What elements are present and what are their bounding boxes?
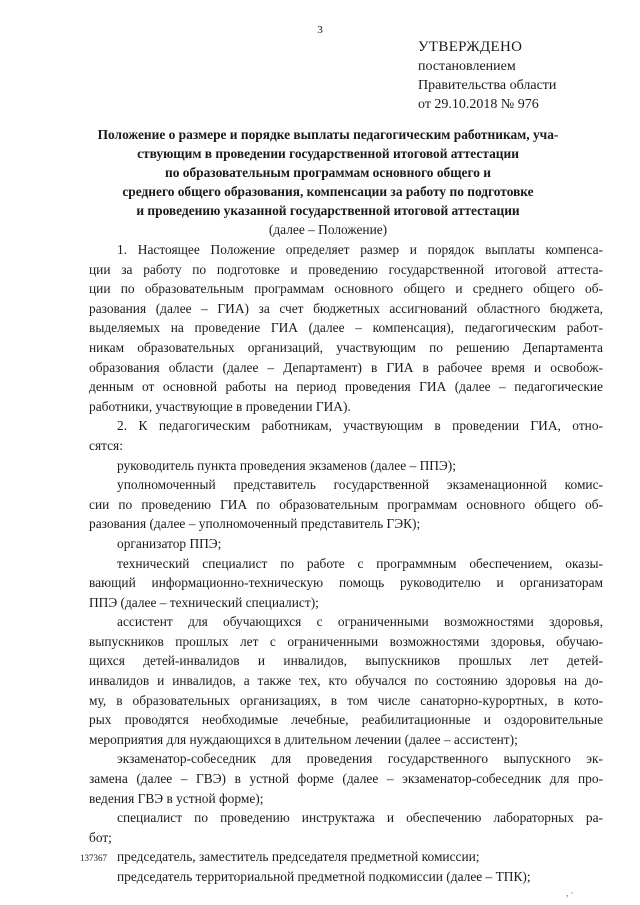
text-line: технический специалист по работе с программным обеспечением, оказы-: [117, 555, 603, 571]
text-line: ассистент для обучающихся с ограниченными возможностями здоровья,: [117, 614, 603, 630]
text-line: инвалидов и инвалидов, а также тех, кто обучался по состоянию здоровья на до-: [89, 673, 603, 689]
list-item-ppe-head: [89, 456, 603, 476]
corner-mark: , ·: [566, 888, 574, 898]
title-line: по образовательным программам основного общего и: [165, 165, 491, 180]
document-code: 137367: [80, 853, 107, 863]
text-line: вающий информационно-техническую помощь руководителю и организаторам: [89, 575, 603, 591]
approval-line: постановлением: [418, 59, 516, 74]
text-line: экзаменатор-собеседник для проведения государственного выпускного эк-: [117, 751, 603, 767]
title-subtitle: (далее – Положение): [268, 222, 388, 237]
text-line: работники, участвующие в проведении ГИА).: [89, 398, 351, 414]
text-line: руководитель пункта проведения экзаменов (далее – ППЭ);: [117, 457, 456, 473]
text-line: замена (далее – ГВЭ) в устной форме (далее – экзаменатор-собеседник для про-: [89, 771, 603, 787]
approval-line: Правительства области: [418, 78, 557, 93]
text-line: председатель территориальной предметной подкомиссии (далее – ТПК);: [117, 869, 531, 884]
text-line: 2. К педагогическим работникам, участвующим в проведении ГИА, отно-: [117, 418, 603, 434]
paragraph-2: [89, 416, 603, 455]
text-line: образования области (далее – Департамент) в ГИА в рабочее время и освобож-: [89, 359, 603, 375]
text-line: рых проводятся необходимые лечебные, реабилитационные и оздоровительные: [89, 712, 603, 728]
title-line: ствующим в проведении государственной итоговой аттестации: [137, 146, 519, 161]
text-line: председатель, заместитель председателя предметной комиссии;: [117, 849, 480, 865]
text-line: разования (далее – ГИА) за счет бюджетных ассигнований областного бюджета,: [89, 300, 603, 316]
list-item-commission-chair: [89, 847, 603, 867]
approval-stamp: [418, 38, 628, 114]
text-line: ции по образовательным программам основного общего и среднего общего об-: [89, 281, 603, 297]
text-line: выделяемых на проведение ГИА (далее – компенсация), педагогическим работ-: [89, 320, 603, 336]
text-line: организатор ППЭ;: [117, 535, 222, 551]
text-line: денным от основной работы на период проведения ГИА (далее – педагогические: [89, 379, 603, 395]
paragraph-1: [89, 240, 603, 416]
text-line: сии по проведению ГИА по образовательным программам основного общего об-: [89, 496, 603, 512]
list-item-ppe-organizer: [89, 534, 603, 554]
text-line: никам образовательных организаций, участвующим по решению Департамента: [89, 339, 603, 355]
list-item-examiner-interlocutor: [89, 749, 603, 808]
text-line: бот;: [89, 829, 112, 845]
document-title: [56, 125, 600, 239]
text-line: щихся детей-инвалидов и инвалидов, выпускников прошлых лет детей-: [89, 653, 603, 669]
page-number: 3: [317, 24, 323, 36]
text-line: специалист по проведению инструктажа и обеспечению лабораторных ра-: [117, 810, 603, 826]
title-line: среднего общего образования, компенсации за работу по подготовке: [122, 184, 534, 199]
text-line: му, в образовательных организациях, в том числе санаторно-курортных, в кото-: [89, 692, 603, 708]
document-body: [89, 240, 603, 887]
title-line: и проведению указанной государственной итоговой аттестации: [136, 203, 520, 218]
text-line: ведения ГВЭ в устной форме);: [89, 790, 264, 806]
list-item-gek-representative: [89, 475, 603, 534]
text-line: уполномоченный представитель государственной экзаменационной комис-: [117, 477, 603, 493]
list-item-technical-specialist: [89, 554, 603, 613]
list-item-lab-specialist: [89, 808, 603, 847]
title-line: Положение о размере и порядке выплаты педагогическим работникам, уча-: [97, 127, 559, 142]
text-line: разования (далее – уполномоченный представитель ГЭК);: [89, 516, 421, 532]
text-line: мероприятия для нуждающихся в длительном лечении (далее – ассистент);: [89, 731, 518, 747]
text-line: ППЭ (далее – технический специалист);: [89, 594, 319, 610]
approval-heading: УТВЕРЖДЕНО: [418, 39, 523, 55]
text-line: 1. Настоящее Положение определяет размер и порядок выплаты компенса-: [117, 242, 603, 257]
list-item-tpk-chair: [89, 867, 603, 887]
list-item-assistant: [89, 612, 603, 749]
text-line: ции за работу по подготовке и проведению государственной итоговой аттеста-: [89, 261, 603, 277]
approval-date-number: от 29.10.2018 № 976: [418, 97, 539, 112]
text-line: выпускников прошлых лет с ограниченными возможностями здоровья, обучаю-: [89, 633, 603, 649]
text-line: сятся:: [89, 437, 123, 453]
